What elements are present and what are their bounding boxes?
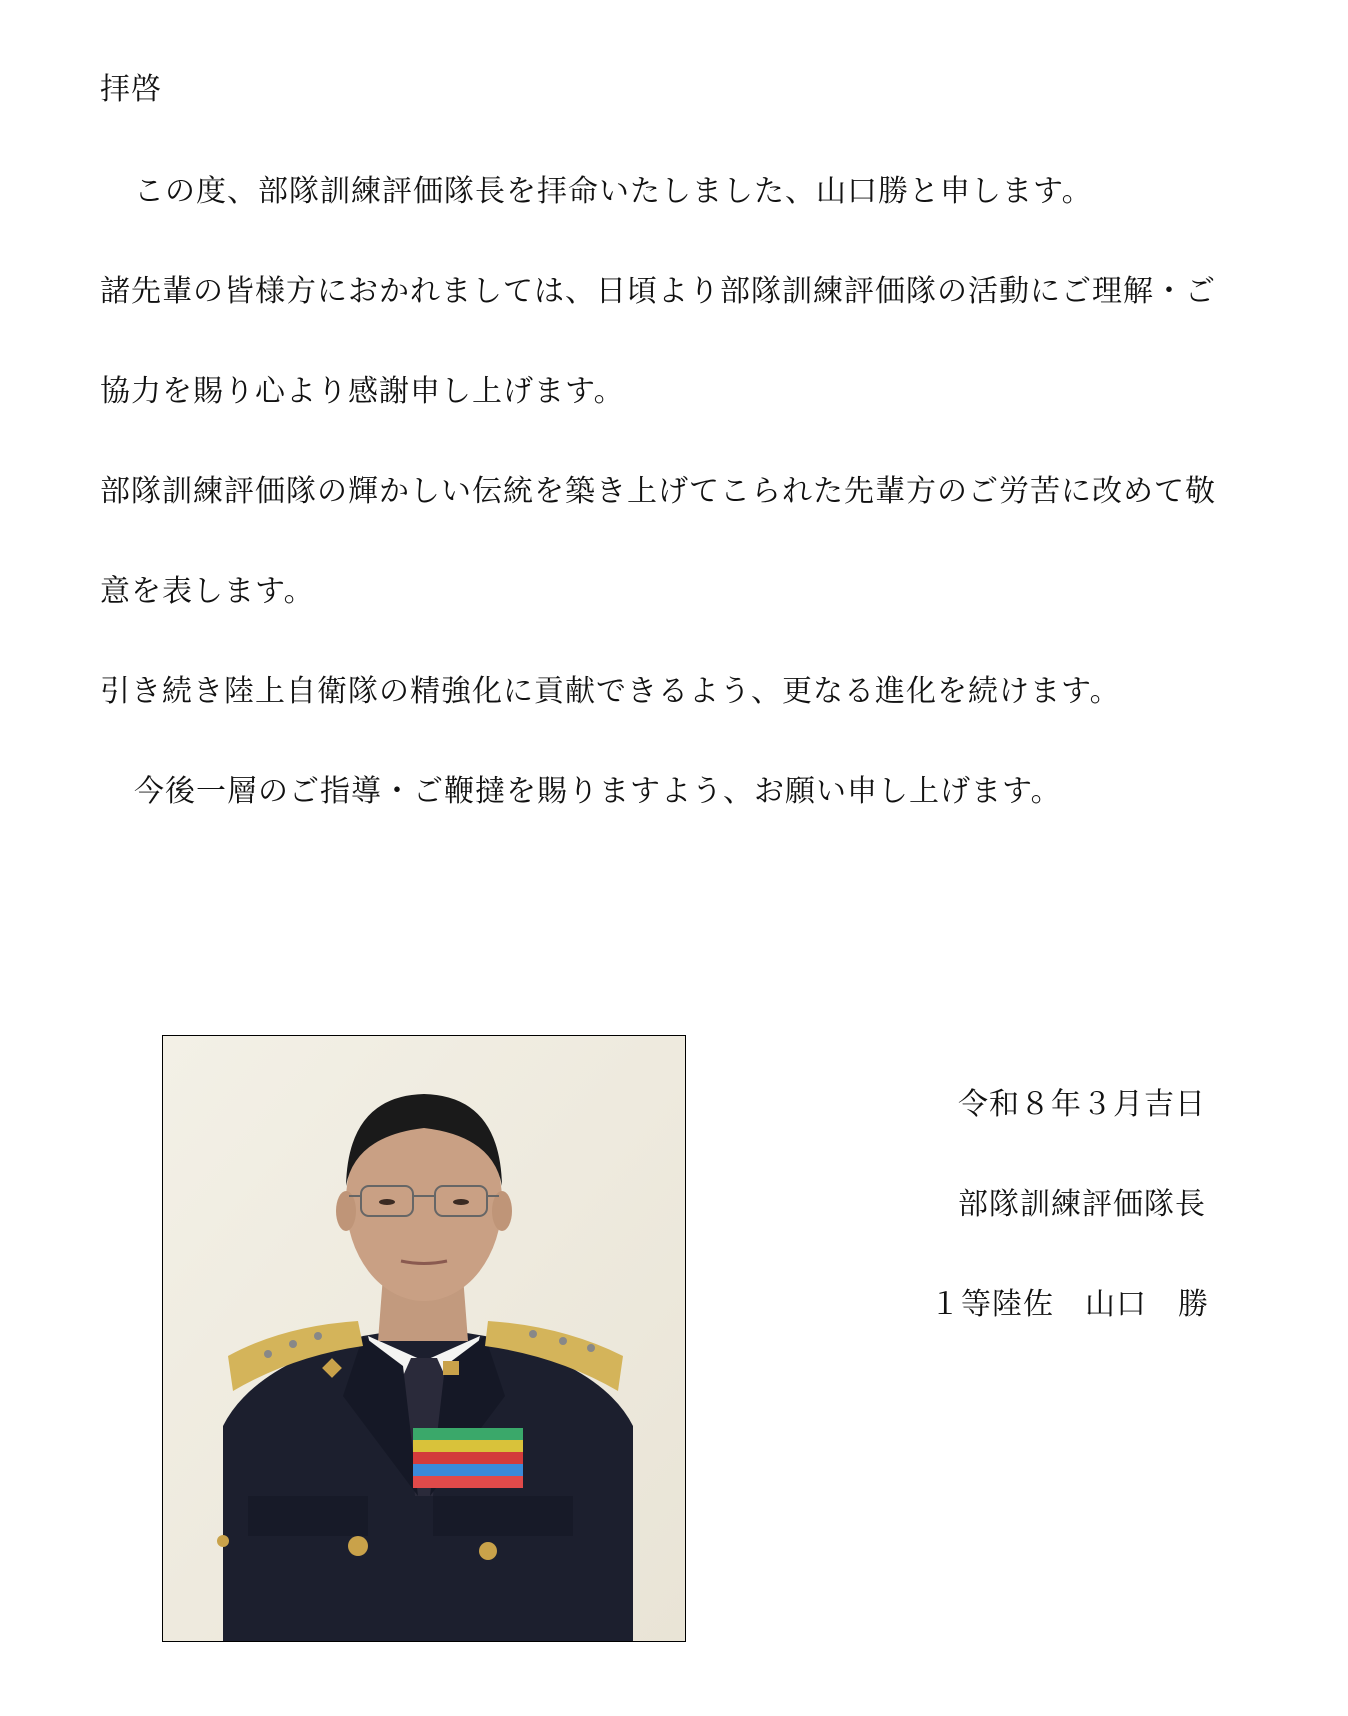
letter-date: 令和８年３月吉日 <box>958 1087 1206 1122</box>
paragraph-respect-line-1: 部隊訓練評価隊の輝かしい伝統を築き上げてこられた先輩方のご労苦に改めて敬 <box>100 474 1216 509</box>
commander-portrait-photo <box>162 1035 686 1642</box>
paragraph-thanks-line-1: 諸先輩の皆様方におかれましては、日頃より部隊訓練評価隊の活動にご理解・ご <box>100 274 1216 309</box>
paragraph-thanks-line-2: 協力を賜り心より感謝申し上げます。 <box>100 374 625 409</box>
signer-title: 部隊訓練評価隊長 <box>958 1187 1206 1222</box>
salutation: 拝啓 <box>100 72 162 107</box>
paragraph-respect-line-2: 意を表します。 <box>100 574 315 609</box>
paragraph-intro: この度、部隊訓練評価隊長を拝命いたしました、山口勝と申します。 <box>134 174 1093 209</box>
portrait-illustration <box>163 1036 685 1641</box>
signer-rank-name: １等陸佐 山口 勝 <box>930 1287 1209 1322</box>
paragraph-commitment: 引き続き陸上自衛隊の精強化に貢献できるよう、更なる進化を続けます。 <box>100 674 1121 709</box>
paragraph-closing: 今後一層のご指導・ご鞭撻を賜りますよう、お願い申し上げます。 <box>134 774 1062 809</box>
